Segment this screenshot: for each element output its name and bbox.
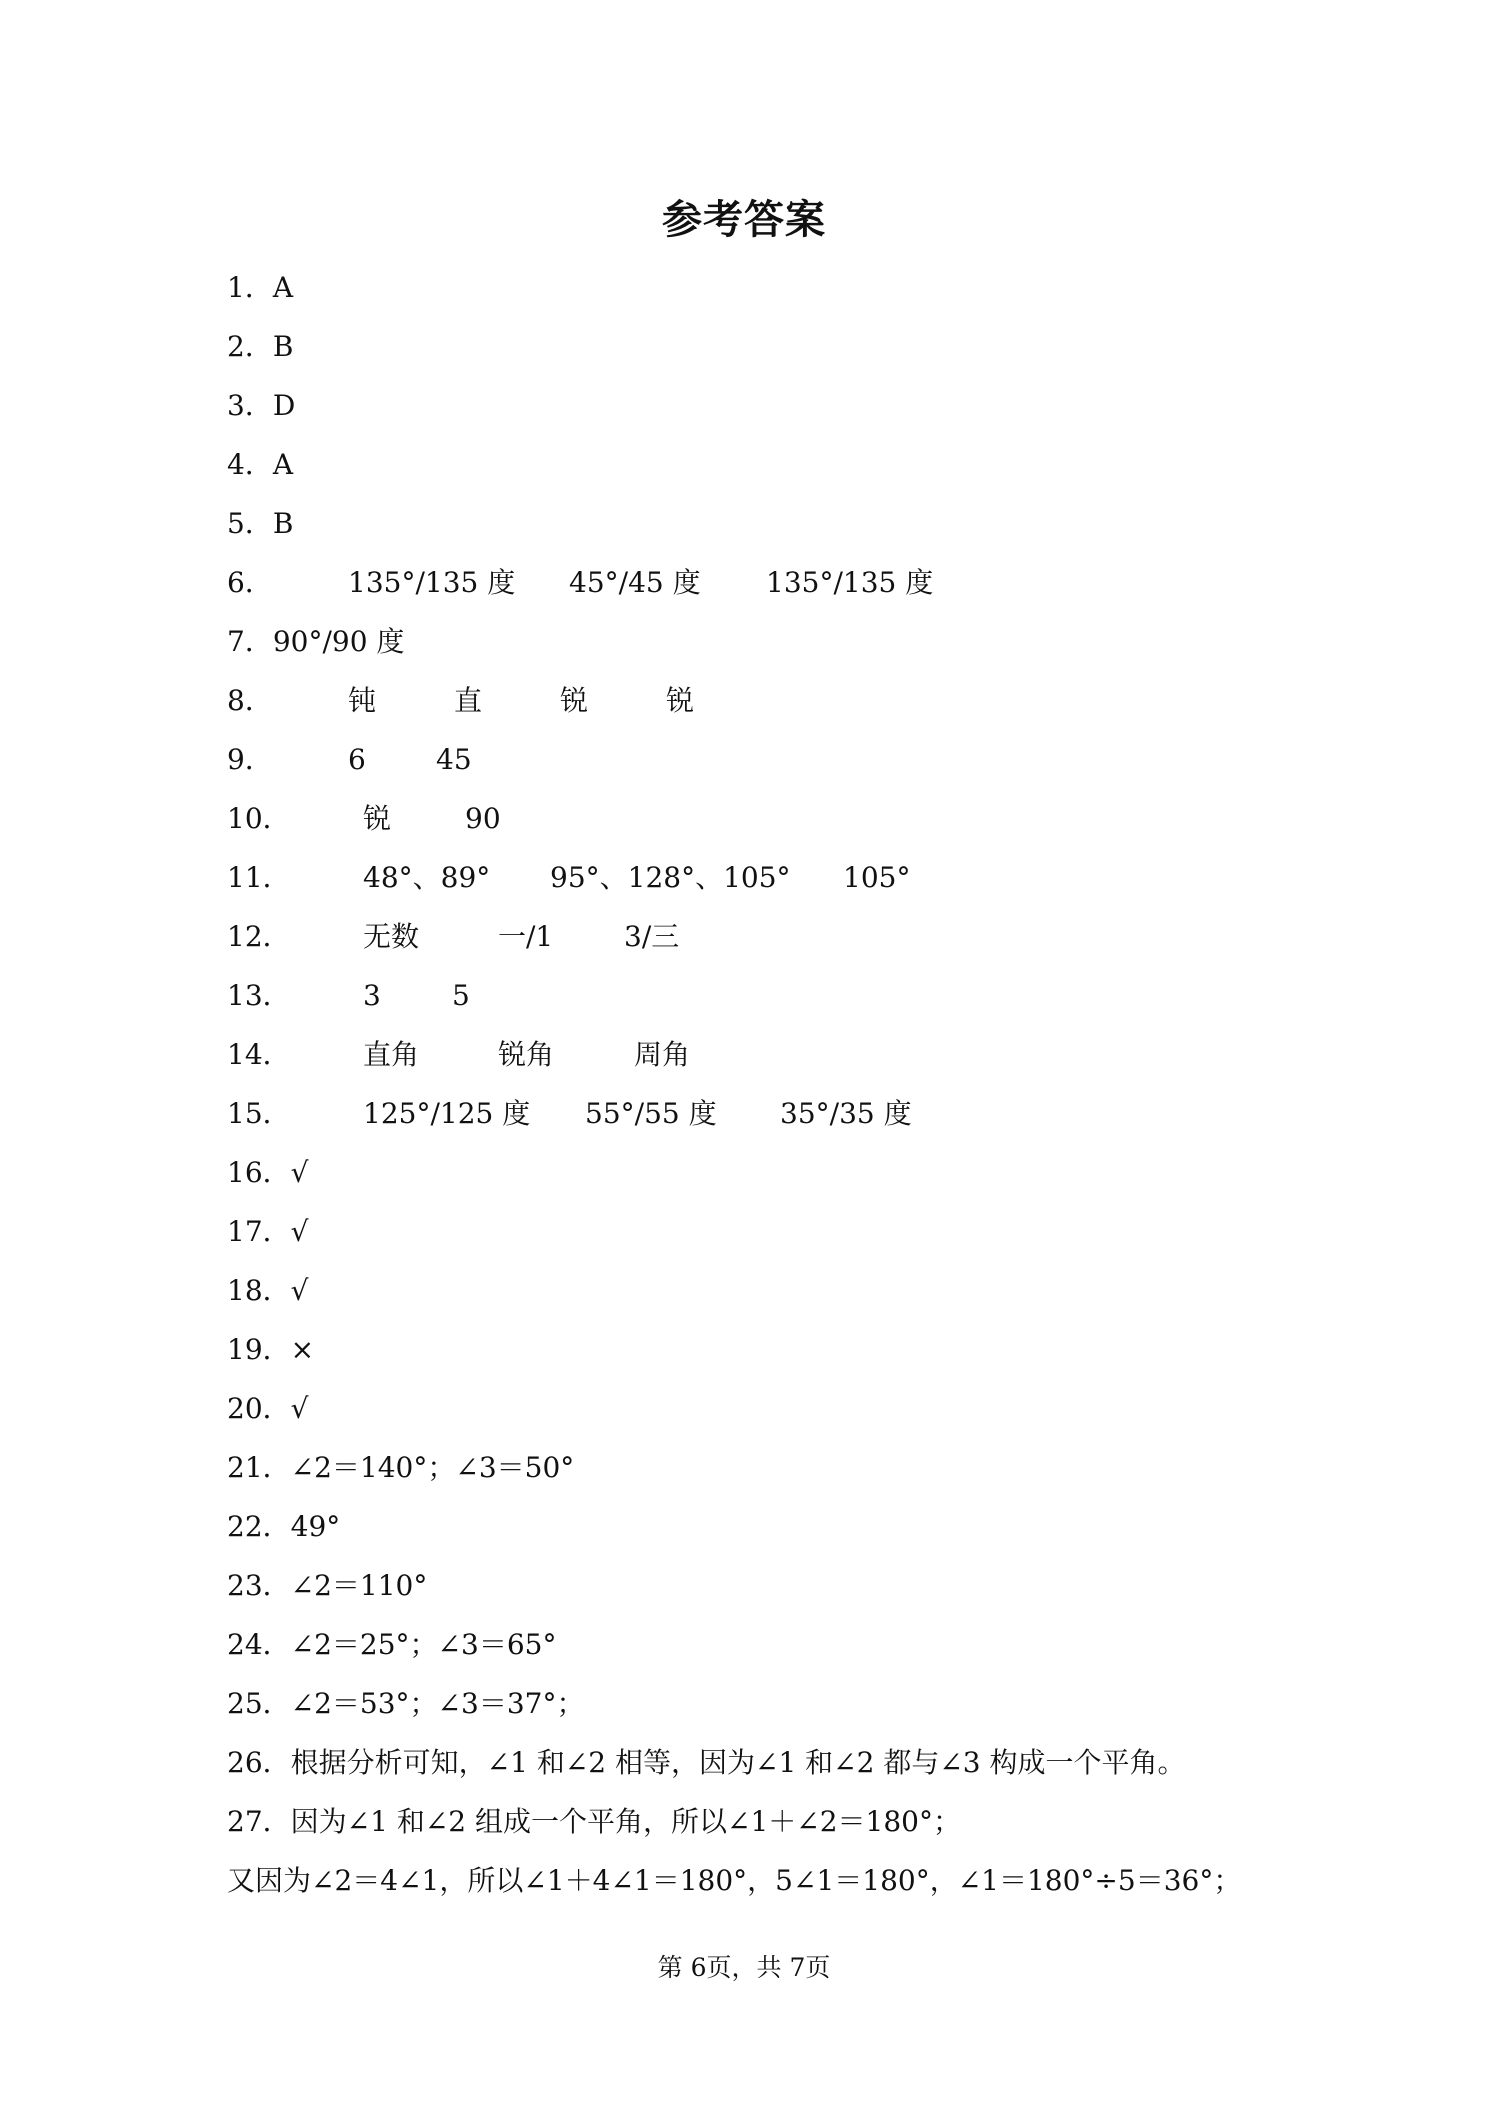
answer-number: 9． [227,743,273,776]
page-footer: 第 6页，共 7页 [657,1953,831,1982]
answer-number: 10． [227,802,291,835]
answer-15 [227,1094,1241,1153]
answer-text: D [272,389,296,422]
answer-number: 13． [227,979,291,1012]
answer-text: 90°/90 度 [272,625,405,658]
answer-26 [227,1743,1241,1802]
answer-4 [227,445,1241,504]
answer-text: A [272,271,294,304]
answer-5 [227,504,1241,563]
answer-14 [227,1035,1241,1094]
answer-text: ∠2＝140°；∠3＝50° [290,1451,575,1484]
answer-number: 25． [227,1687,291,1720]
answer-text: ∠2＝53°；∠3＝37°； [290,1687,585,1720]
answer-27 [227,1802,1241,1861]
answer-blank: 55°/55 度 [585,1097,717,1130]
answer-number: 27． [227,1805,291,1838]
answer-1 [227,268,1241,327]
answer-text: 又因为∠2＝4∠1，所以∠1＋4∠1＝180°，5∠1＝180°，∠1＝180°÷5＝36°； [227,1864,1242,1897]
answer-11 [227,858,1241,917]
answer-number: 5． [227,507,273,540]
answer-number: 3． [227,389,273,422]
answer-blank: 90 [465,802,501,835]
answer-number: 2． [227,330,273,363]
answer-number: 22． [227,1510,291,1543]
answer-number: 18． [227,1274,291,1307]
answer-blank: 一/1 [498,920,554,953]
answer-blank: 锐角 [498,1038,555,1071]
answer-text: √ [290,1215,309,1248]
answer-blank: 周角 [634,1038,691,1071]
answer-text: ∠2＝25°；∠3＝65° [290,1628,557,1661]
answer-number: 11． [227,861,291,894]
answer-blank: 48°、89° [363,861,491,894]
answer-number: 8． [227,684,273,717]
answer-number: 26． [227,1746,291,1779]
answer-19 [227,1330,1241,1389]
answer-text: √ [290,1156,309,1189]
answer-blank: 95°、128°、105° [550,861,791,894]
answer-text: √ [290,1392,309,1425]
answer-blank: 35°/35 度 [780,1097,912,1130]
answer-13 [227,976,1241,1035]
answer-text: ∠2＝110° [290,1569,428,1602]
answer-number: 20． [227,1392,291,1425]
answer-number: 23． [227,1569,291,1602]
answer-number: 24． [227,1628,291,1661]
answer-text: B [272,507,294,540]
answer-text: 根据分析可知，∠1 和∠2 相等，因为∠1 和∠2 都与∠3 构成一个平角。 [290,1746,1186,1779]
answer-text: B [272,330,294,363]
answer-text: 因为∠1 和∠2 组成一个平角，所以∠1＋∠2＝180°； [290,1805,961,1838]
answer-9 [227,740,1241,799]
answer-blank: 直 [454,684,483,717]
page-title: 参考答案 [662,196,826,243]
answer-24 [227,1625,1241,1684]
answer-blank: 6 [348,743,366,776]
answer-blank: 135°/135 度 [766,566,934,599]
answer-blank: 锐 [666,684,695,717]
answer-number: 12． [227,920,291,953]
answer-number: 14． [227,1038,291,1071]
answer-blank: 105° [843,861,911,894]
answer-21 [227,1448,1241,1507]
answer-text: √ [290,1274,309,1307]
answer-8 [227,681,1241,740]
answer-list [227,268,1241,1920]
answer-17 [227,1212,1241,1271]
answer-blank: 锐 [363,802,392,835]
answer-27-continued [227,1861,1241,1920]
answer-number: 6． [227,566,273,599]
answer-blank: 3 [363,979,381,1012]
answer-text: A [272,448,294,481]
answer-blank: 135°/135 度 [348,566,516,599]
answer-number: 21． [227,1451,291,1484]
answer-22 [227,1507,1241,1566]
answer-18 [227,1271,1241,1330]
answer-number: 16． [227,1156,291,1189]
answer-16 [227,1153,1241,1212]
answer-number: 7． [227,625,273,658]
answer-number: 19． [227,1333,291,1366]
answer-7 [227,622,1241,681]
answer-10 [227,799,1241,858]
answer-12 [227,917,1241,976]
answer-3 [227,386,1241,445]
answer-blank: 45°/45 度 [569,566,701,599]
answer-2 [227,327,1241,386]
answer-number: 15． [227,1097,291,1130]
answer-6 [227,563,1241,622]
answer-blank: 锐 [560,684,589,717]
answer-number: 17． [227,1215,291,1248]
answer-blank: 5 [452,979,470,1012]
answer-blank: 钝 [348,684,377,717]
answer-number: 4． [227,448,273,481]
answer-text: × [290,1333,315,1366]
answer-blank: 直角 [363,1038,420,1071]
answer-blank: 无数 [363,920,420,953]
answer-blank: 45 [436,743,472,776]
answer-20 [227,1389,1241,1448]
answer-23 [227,1566,1241,1625]
answer-blank: 125°/125 度 [363,1097,531,1130]
answer-number: 1． [227,271,273,304]
answer-25 [227,1684,1241,1743]
answer-blank: 3/三 [624,920,680,953]
answer-text: 49° [290,1510,341,1543]
